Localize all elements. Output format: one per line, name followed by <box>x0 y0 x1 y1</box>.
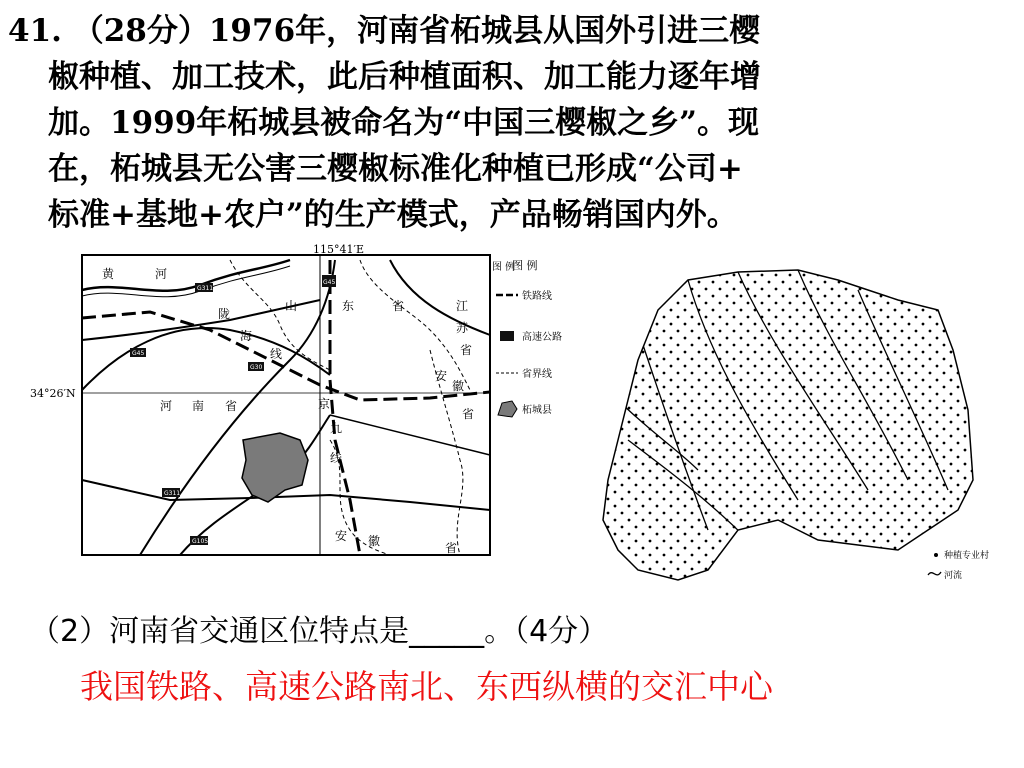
place-label: 河 <box>160 399 173 413</box>
place-label: 黄 <box>102 267 115 281</box>
legend-title: 图 例 <box>492 262 516 273</box>
legend-label: 高速公路 <box>522 332 562 343</box>
highway-label: G311 <box>164 490 181 497</box>
latitude-label: 34°26′N <box>30 387 76 400</box>
highway-label: G311 <box>197 285 214 292</box>
place-label: 安 <box>435 369 448 383</box>
place-label: 省 <box>462 407 475 421</box>
question-text <box>8 8 1013 238</box>
legend-title: 图 例 <box>512 259 538 272</box>
place-label: 河 <box>155 267 168 281</box>
highway-label: G105 <box>192 538 209 545</box>
place-label: 省 <box>445 541 458 555</box>
place-label: 苏 <box>456 321 469 335</box>
question-line-5: 标准+基地+农户”的生产模式，产品畅销国内外。 <box>48 197 738 233</box>
place-label: 南 <box>192 399 205 413</box>
legend-label: 柘城县 <box>522 405 552 416</box>
highway-label: G45 <box>323 279 336 286</box>
highway-label: G30 <box>250 364 263 371</box>
legend-label: 省界线 <box>522 369 552 380</box>
place-label: 京 <box>318 397 331 411</box>
question-line-2: 椒种植、加工技术，此后种植面积、加工能力逐年增 <box>48 59 761 95</box>
highway-label: G45 <box>132 350 145 357</box>
longitude-label: 115°41′E <box>313 243 365 256</box>
place-label: 线 <box>330 451 343 465</box>
henan-transport-map <box>30 240 516 570</box>
county-outline <box>603 270 973 580</box>
legend-label: 河流 <box>944 571 963 581</box>
place-label: 省 <box>460 343 473 357</box>
sub-question-suffix: 。（4分） <box>484 614 609 649</box>
place-label: 省 <box>392 299 405 313</box>
question-line-1: 41. （28分）1976年，河南省柘城县从国外引进三樱 <box>8 13 761 49</box>
place-label: 安 <box>335 529 348 543</box>
place-label: 线 <box>270 347 283 361</box>
place-label: 九 <box>330 421 343 435</box>
river-legend-symbol <box>928 572 941 575</box>
county-legend-symbol <box>498 401 517 417</box>
village-legend-symbol <box>934 553 938 557</box>
highway-legend-symbol <box>500 331 514 341</box>
question-line-3: 加。1999年柘城县被命名为“中国三樱椒之乡”。现 <box>48 105 759 141</box>
sub-question-prefix: （2）河南省交通区位特点是 <box>30 614 410 649</box>
question-line-4: 在，柘城县无公害三樱椒标准化种植已形成“公司+ <box>48 151 743 187</box>
place-label: 徽 <box>452 379 465 393</box>
place-label: 省 <box>225 399 238 413</box>
place-label: 陇 <box>218 307 231 321</box>
place-label: 江 <box>456 299 469 313</box>
legend-label: 种植专业村 <box>944 551 990 561</box>
place-label: 海 <box>240 329 253 343</box>
answer-text: 我国铁路、高速公路南北、东西纵横的交汇中心 <box>80 667 773 706</box>
legend-label: 铁路线 <box>522 291 552 302</box>
answer-blank: _____ <box>409 614 485 649</box>
zhecheng-county-map <box>598 250 1018 580</box>
place-label: 山 <box>285 299 298 313</box>
place-label: 徽 <box>368 534 381 548</box>
place-label: 东 <box>342 299 355 313</box>
legend-panel <box>492 255 592 425</box>
sub-question <box>30 612 608 652</box>
